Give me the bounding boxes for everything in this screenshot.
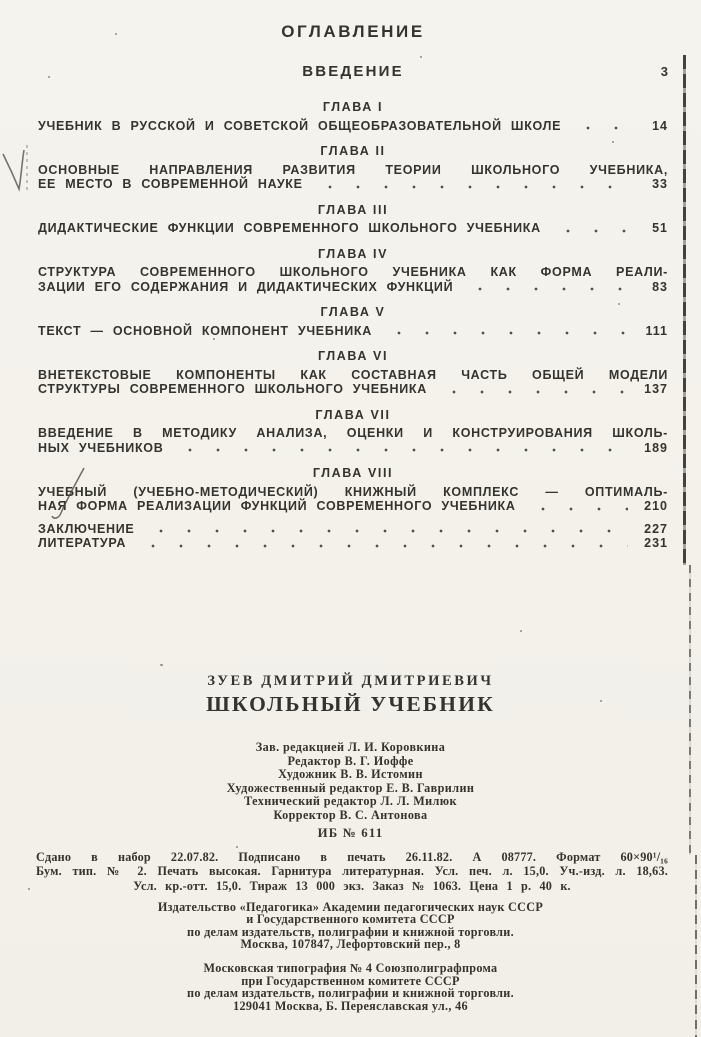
dot-leader [525,502,628,514]
toc-entry-line [38,382,668,397]
toc-entry-text: СТРУКТУРА СОВРЕМЕННОГО ШКОЛЬНОГО УЧЕБНИКА КАК ФОРМА РЕАЛИ- [38,265,668,279]
toc-entry-line [38,119,668,134]
toc-chapter-heading: ГЛАВА V [320,305,386,319]
toc-chapter-heading: ГЛАВА VIII [312,466,394,480]
toc-entry-line [38,324,668,339]
author-name: ЗУЕВ ДМИТРИЙ ДМИТРИЕВИЧ [207,673,494,689]
dot-leader [550,224,628,236]
printing-house-block [0,962,701,1012]
credit-line: Корректор В. С. Антонова [273,807,428,822]
toc-entry-text: ЗАКЛЮЧЕНИЕ [38,521,135,536]
dot-leader [462,282,628,294]
toc-entry-text: ЛИТЕРАТУРА [38,536,127,550]
toc-intro-label: ВВЕДЕНИЕ [302,63,404,80]
toc-extras [38,522,668,551]
toc-entry-text: ЕЕ МЕСТО В СОВРЕМЕННОЙ НАУКЕ [38,177,303,191]
toc-page-number: 210 [644,499,668,513]
toc-page-number: 189 [644,440,668,455]
publisher-line: Издательство «Педагогика» Академии педагогических наук СССР [157,900,544,914]
dot-leader [143,524,628,536]
margin-checkmark-artifact [0,140,34,200]
table-of-contents [38,100,668,551]
toc-entry-text: ВНЕТЕКСТОВЫЕ КОМПОНЕНТЫ КАК СОСТАВНАЯ ЧАСТЬ ОБЩЕЙ МОДЕЛИ [38,367,668,382]
book-title: ШКОЛЬНЫЙ УЧЕБНИК [206,692,495,716]
publisher-line: и Государственного комитета СССР [246,912,455,927]
toc-entry-line [38,177,668,192]
credit-line: Редактор В. Г. Иоффе [287,753,414,768]
credit-line: Технический редактор Л. Л. Милюк [244,794,457,809]
toc-intro-row [38,63,668,80]
credit-line: Зав. редакцией Л. И. Коровкина [255,740,446,754]
toc-entry-line [38,280,668,295]
printer-line: 129041 Москва, Б. Переяславская ул., 46 [233,998,468,1013]
scan-speck [236,846,238,848]
toc-entry-text: ОСНОВНЫЕ НАПРАВЛЕНИЯ РАЗВИТИЯ ТЕОРИИ ШКОЛЬНОГО УЧЕБНИКА, [38,162,668,177]
toc-page-number: 14 [652,118,668,133]
toc-entry-chapter-1 [38,100,668,133]
publisher-block [0,901,701,951]
toc-page-number: 227 [644,521,668,536]
ib-number: ИБ № 611 [317,826,384,840]
editorial-credits [0,741,701,823]
printer-line: при Государственном комитете СССР [241,973,460,988]
toc-entry-text: УЧЕБНИК В РУССКОЙ И СОВЕТСКОЙ ОБЩЕОБРАЗОВАТЕЛЬНОЙ ШКОЛЕ [38,118,562,133]
printer-line: Московская типография № 4 Союзполиграфпрома [203,961,498,975]
toc-entry-text: НАЯ ФОРМА РЕАЛИЗАЦИИ ФУНКЦИЙ СОВРЕМЕННОГО УЧЕБНИКА [38,499,516,513]
credit-line: Художественный редактор Е. В. Гаврилин [226,780,475,795]
printer-line: по делам издательств, полиграфии и книжной торговли. [187,986,514,1001]
credit-line: Художник В. В. Истомин [278,767,423,782]
scan-speck [520,630,522,632]
toc-chapter-heading: ГЛАВА III [317,202,389,217]
toc-entry-chapter-6 [38,349,668,397]
toc-entry-text: УЧЕБНЫЙ (УЧЕБНО-МЕТОДИЧЕСКИЙ) КНИЖНЫЙ КОМПЛЕКС — ОПТИМАЛЬ- [38,484,668,499]
scan-speck [420,56,422,58]
toc-page-number: 51 [652,221,668,235]
print-specs-line: Бум. тип. № 2. Печать высокая. Гарнитура литературная. Усл. печ. л. 15,0. Уч.-изд. л. 18,63. [36,864,668,879]
print-specs-line: Усл. кр.-отт. 15,0. Тираж 13 000 экз. Заказ № 1063. Цена 1 р. 40 к. [133,878,571,893]
dot-leader [381,326,628,338]
toc-entry-conclusion [38,522,668,537]
toc-entry-text: ДИДАКТИЧЕСКИЕ ФУНКЦИИ СОВРЕМЕННОГО ШКОЛЬНОГО УЧЕБНИКА [38,221,541,235]
toc-chapter-heading: ГЛАВА I [322,100,384,114]
dot-leader [135,539,628,551]
toc-entry-text: ВВЕДЕНИЕ В МЕТОДИКУ АНАЛИЗА, ОЦЕНКИ И КОНСТРУИРОВАНИЯ ШКОЛЬ- [38,426,668,440]
toc-page-number: 3 [660,64,668,79]
toc-entry-chapter-3 [38,203,668,236]
scan-speck [28,888,30,890]
toc-entry-chapter-5 [38,305,668,338]
dot-leader [172,443,628,455]
scan-speck [160,664,163,666]
dot-leader [436,385,628,397]
toc-page-number: 137 [644,382,668,396]
toc-entry-literature [38,536,668,551]
publisher-line: Москва, 107847, Лефортовский пер., 8 [240,937,461,952]
publisher-line: по делам издательств, полиграфии и книжной торговли. [187,924,514,939]
toc-entry-chapter-2 [38,144,668,192]
toc-entry-chapter-8 [38,466,668,514]
toc-entry-text: СТРУКТУРЫ СОВРЕМЕННОГО ШКОЛЬНОГО УЧЕБНИКА [38,382,427,396]
dot-leader [312,180,628,192]
toc-page-number: 33 [652,177,668,191]
toc-entry-line [38,499,668,514]
toc-chapter-heading: ГЛАВА VI [317,349,389,363]
toc-entry-line [38,441,668,456]
toc-entry-line [38,221,668,236]
toc-chapter-heading: ГЛАВА II [320,144,386,158]
scan-edge-line [683,55,686,565]
toc-entry-text: ЗАЦИИ ЕГО СОДЕРЖАНИЯ И ДИДАКТИЧЕСКИХ ФУНКЦИЙ [38,279,454,294]
toc-chapter-heading: ГЛАВА VII [315,407,391,422]
toc-entry-text: НЫХ УЧЕБНИКОВ [38,440,164,455]
toc-page-number: 231 [644,536,668,550]
toc-entry-chapter-7 [38,408,668,456]
print-specs [36,850,668,893]
toc-title: ОГЛАВЛЕНИЕ [281,22,425,41]
toc-entry-text: ТЕКСТ — ОСНОВНОЙ КОМПОНЕНТ УЧЕБНИКА [38,323,372,338]
toc-page-number: 83 [652,279,668,294]
print-specs-line: Сдано в набор 22.07.82. Подписано в печать 26.11.82. А 08777. Формат 60×90¹/₁₆ [36,850,668,864]
dot-leader [570,121,628,133]
toc-chapter-heading: ГЛАВА IV [317,246,389,261]
toc-page-number: 111 [645,323,668,338]
toc-entry-chapter-4 [38,247,668,295]
